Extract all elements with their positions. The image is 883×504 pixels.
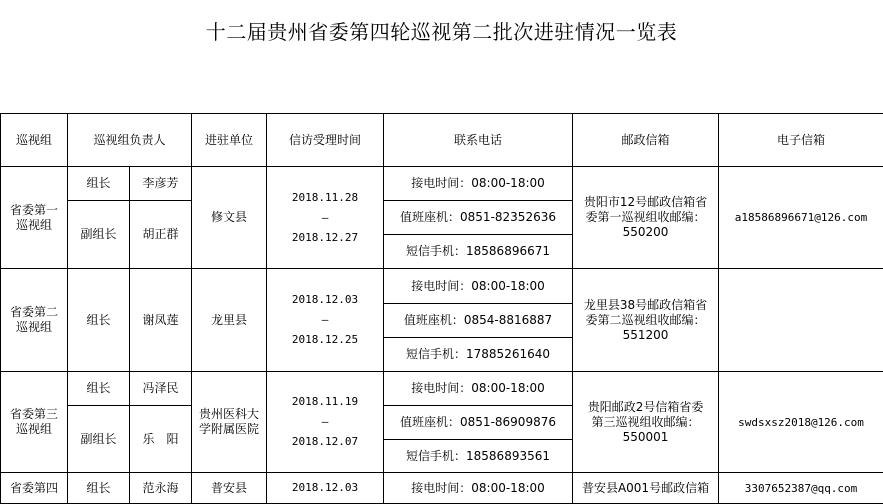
unit: 贵州医科大学附属医院: [192, 372, 267, 473]
email-address: a18586896671@126.com: [719, 167, 883, 269]
header-email: 电子信箱: [719, 114, 883, 167]
phone-sms: 短信手机：18586896671: [384, 235, 573, 269]
date-start: 2018.12.03: [267, 478, 383, 498]
unit: 龙里县: [192, 269, 267, 372]
header-phone: 联系电话: [384, 114, 573, 167]
date-range: [267, 269, 384, 372]
email-address: [719, 269, 883, 372]
phone-hours: 接电时间：08:00-18:00: [384, 269, 573, 304]
date-separator: –: [267, 412, 383, 432]
date-range: [267, 473, 384, 504]
postal-box: 贵阳邮政2号信箱省委第三巡视组收邮编：550001: [573, 372, 719, 473]
phone-hours: 接电时间：08:00-18:00: [384, 167, 573, 201]
inspection-table: [0, 113, 883, 504]
phone-sms: 短信手机：17885261640: [384, 338, 573, 372]
group-name: 省委第一巡视组: [1, 167, 68, 269]
deputy-person: 乐 阳: [130, 406, 192, 473]
header-group: 巡视组: [1, 114, 68, 167]
leader-person: 谢凤莲: [130, 269, 192, 372]
postal-box: 普安县A001号邮政信箱: [573, 473, 719, 504]
header-postal: 邮政信箱: [573, 114, 719, 167]
group-name: 省委第四: [1, 473, 68, 504]
phone-hours: 接电时间：08:00-18:00: [384, 372, 573, 406]
leader-role: 组长: [68, 372, 130, 406]
leader-role: 组长: [68, 167, 130, 201]
leader-person: 李彦芳: [130, 167, 192, 201]
phone-landline: 值班座机：0851-86909876: [384, 406, 573, 440]
leader-role: 组长: [68, 269, 130, 372]
leader-person: 冯泽民: [130, 372, 192, 406]
table-row: [1, 167, 883, 201]
deputy-role: 副组长: [68, 201, 130, 269]
date-start: 2018.11.28: [267, 188, 383, 208]
leader-role: 组长: [68, 473, 130, 504]
header-unit: 进驻单位: [192, 114, 267, 167]
postal-box: 龙里县38号邮政信箱省委第二巡视组收邮编：551200: [573, 269, 719, 372]
unit: 普安县: [192, 473, 267, 504]
date-end: 2018.12.27: [267, 228, 383, 248]
phone-landline: 值班座机：0854-8816887: [384, 304, 573, 338]
email-address: 3307652387@qq.com: [719, 473, 883, 504]
postal-box: 贵阳市12号邮政信箱省委第一巡视组收邮编：550200: [573, 167, 719, 269]
date-range: [267, 167, 384, 269]
email-address: swdsxsz2018@126.com: [719, 372, 883, 473]
header-date: 信访受理时间: [267, 114, 384, 167]
date-end: 2018.12.25: [267, 330, 383, 350]
header-leader: 巡视组负责人: [68, 114, 192, 167]
phone-sms: 短信手机：18586893561: [384, 440, 573, 473]
date-separator: –: [267, 310, 383, 330]
phone-hours: 接电时间：08:00-18:00: [384, 473, 573, 504]
unit: 修文县: [192, 167, 267, 269]
leader-person: 范永海: [130, 473, 192, 504]
table-row: [1, 269, 883, 304]
date-end: 2018.12.07: [267, 432, 383, 452]
header-row: [1, 114, 883, 167]
deputy-role: 副组长: [68, 406, 130, 473]
group-name: 省委第二巡视组: [1, 269, 68, 372]
table-row: [1, 372, 883, 406]
date-separator: –: [267, 208, 383, 228]
group-name: 省委第三巡视组: [1, 372, 68, 473]
table-row: [1, 473, 883, 504]
date-range: [267, 372, 384, 473]
deputy-person: 胡正群: [130, 201, 192, 269]
date-start: 2018.11.19: [267, 392, 383, 412]
page-title: 十二届贵州省委第四轮巡视第二批次进驻情况一览表: [0, 16, 883, 45]
phone-landline: 值班座机：0851-82352636: [384, 201, 573, 235]
date-start: 2018.12.03: [267, 290, 383, 310]
